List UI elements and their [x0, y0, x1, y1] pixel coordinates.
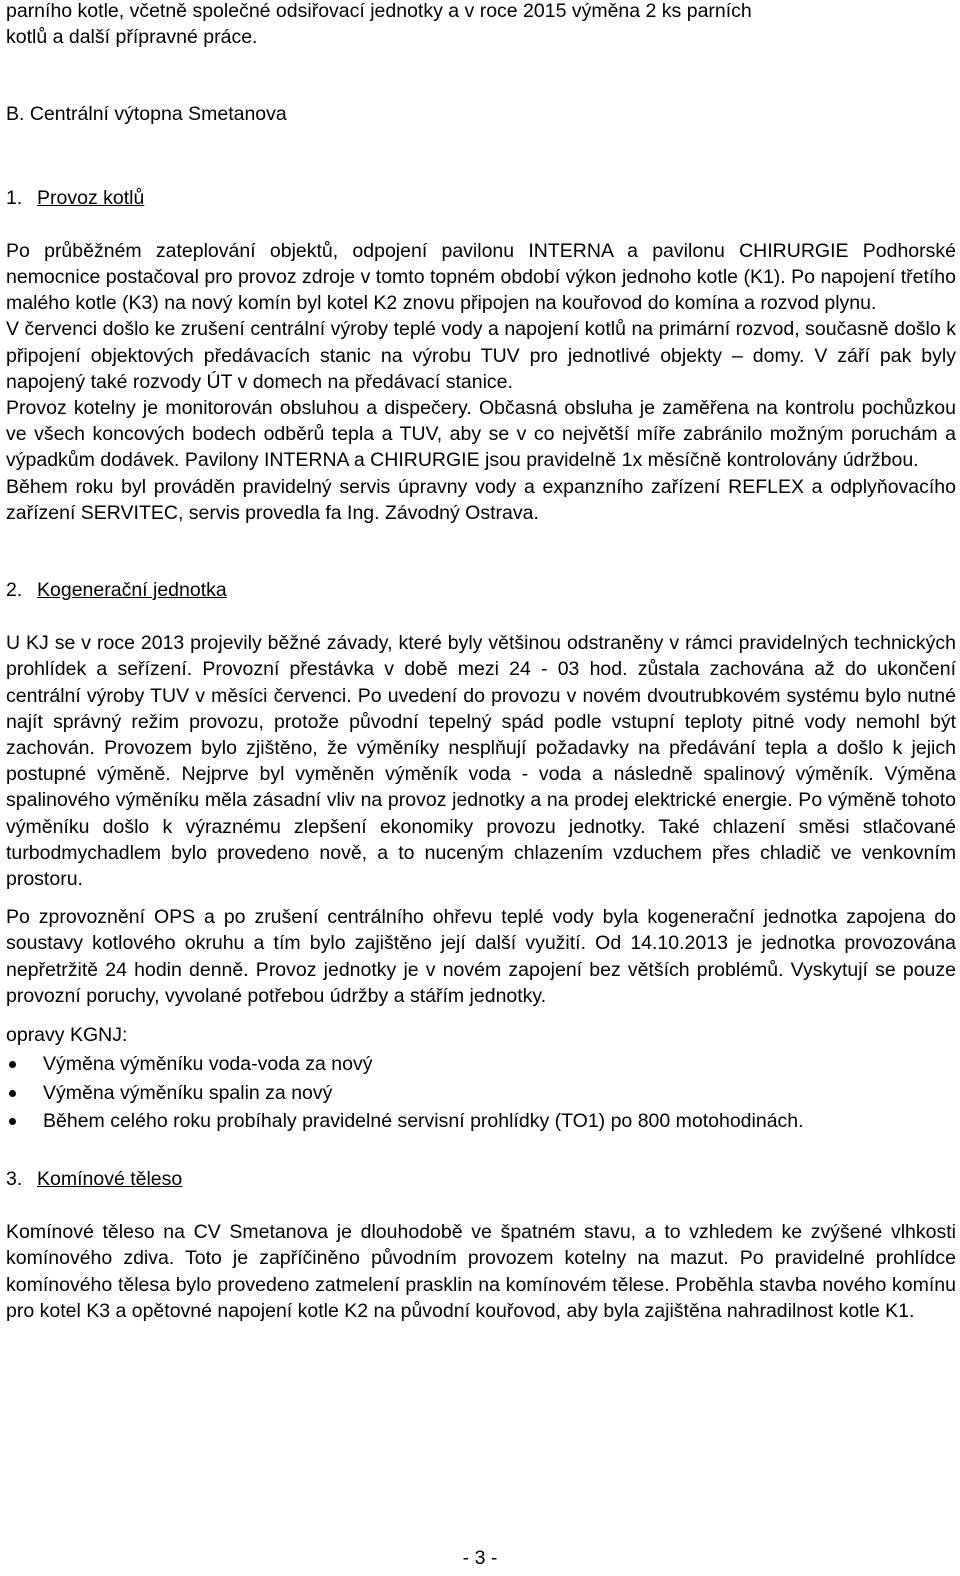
- page-number: - 3 -: [462, 1547, 498, 1569]
- section-1-paragraph-3: Provoz kotelny je monitorován obsluhou a dispečery. Občasná obsluha je zaměřena na kontrolu pochůzkou ve všech koncových bodech odběrů tepla a TUV, aby se v co největší míře zabránilo možným poruchám a výpadkům dodávek. Pavilony INTERNA a CHIRURGIE jsou pravidelně 1x měsíčně kontrolovány údržbou.: [6, 397, 956, 472]
- intro-text: [6, 0, 956, 50]
- section-2-title: Kogenerační jednotka: [37, 579, 227, 602]
- section-1-title: Provoz kotlů: [37, 186, 145, 209]
- intro-line-2: kotlů a další přípravné práce.: [6, 26, 258, 49]
- section-2-paragraph-2: Po zprovoznění OPS a po zrušení centrálního ohřevu teplé vody byla kogenerační jednotka zapojena do soustavy kotlového okruhu a tím bylo zajištěno její další využití. Od 14.10.2013 je jednotka provozována nepřetržitě 24 hodin denně. Provoz jednotky je v novém zapojení bez větších problémů. Vyskytují se pouze provozní poruchy, vyvolané potřebou údržby a stářím jednotky.: [6, 906, 956, 1007]
- list-item: Výměna výměníku voda-voda za nový: [6, 1051, 956, 1077]
- section-3-heading: [6, 1166, 956, 1192]
- section-1-paragraph-2: V červenci došlo ke zrušení centrální výroby teplé vody a napojení kotlů na primární rozvod, současně došlo k připojení objektových předávacích stanic na výrobu TUV pro jednotlivé objekty – domy. V září pak byly napojený také rozvody ÚT v domech na předávací stanice.: [6, 318, 956, 393]
- repairs-list-label: opravy KGNJ:: [6, 1024, 128, 1047]
- section-1-paragraph-4: Během roku byl prováděn pravidelný servis úpravny vody a expanzního zařízení REFLEX a odplyňovacího zařízení SERVITEC, servis provedla fa Ing. Závodný Ostrava.: [6, 475, 956, 524]
- list-item: Výměna výměníku spalin za nový: [6, 1080, 956, 1106]
- section-1-heading: [6, 185, 956, 211]
- section-2-heading: [6, 577, 956, 603]
- section-b-heading: B. Centrální výtopna Smetanova: [6, 103, 287, 126]
- section-2-number: 2.: [6, 579, 23, 602]
- list-item: Během celého roku probíhaly pravidelné servisní prohlídky (TO1) po 800 motohodinách.: [6, 1108, 956, 1134]
- repairs-list: [6, 1051, 956, 1134]
- section-3-title: Komínové těleso: [37, 1167, 183, 1190]
- section-1-number: 1.: [6, 186, 23, 209]
- section-3-number: 3.: [6, 1167, 23, 1190]
- intro-line-1: parního kotle, včetně společné odsiřovací jednotky a v roce 2015 výměna 2 ks parních: [6, 0, 752, 22]
- section-2-paragraph-1: U KJ se v roce 2013 projevily běžné závady, které byly většinou odstraněny v rámci pravidelných technických prohlídek a seřízení. Provozní přestávka v době mezi 24 - 03 hod. zůstala zachována až do ukončení centrální výroby TUV v měsíci červenci. Po uvedení do provozu v novém dvoutrubkovém systému bylo nutné najít správný režim provozu, protože původní tepelný spád podle vstupní teploty pitné vody nemohl být zachován. Provozem bylo zjištěno, že výměníky nesplňují požadavky na předávání tepla a došlo k jejich postupné výměně. Nejprve byl vyměněn výměník voda - voda a následně spalinový výměník. Výměna spalinového výměníku měla zásadní vliv na provoz jednotky a na prodej elektrické energie. Po výměně tohoto výměníku došlo k výraznému zlepšení ekonomiky provozu jednotky. Také chlazení směsi stlačované turbodmychadlem bylo provedeno nově, a to nuceným chlazením vzduchem přes chladič ve venkovním prostoru.: [6, 632, 956, 891]
- section-3-paragraph-1: Komínové těleso na CV Smetanova je dlouhodobě ve špatném stavu, a to vzhledem ke zvýšené vlhkosti komínového zdiva. Toto je zapříčiněno původním provozem kotelny na mazut. Po pravidelné prohlídce komínového tělesa bylo provedeno zatmelení prasklin na komínovém tělese. Proběhla stavba nového komínu pro kotel K3 a opětovné napojení kotle K2 na původní kouřovod, aby byla zajištěna nahradilnost kotle K1.: [6, 1221, 956, 1322]
- section-1-paragraph-1: Po průběžném zateplování objektů, odpojení pavilonu INTERNA a pavilonu CHIRURGIE Podhorské nemocnice postačoval pro provoz zdroje v tomto topném období výkon jednoho kotle (K1). Po napojení třetího malého kotle (K3) na nový komín byl kotel K2 znovu připojen na kouřovod do komína a rozvod plynu.: [6, 239, 956, 315]
